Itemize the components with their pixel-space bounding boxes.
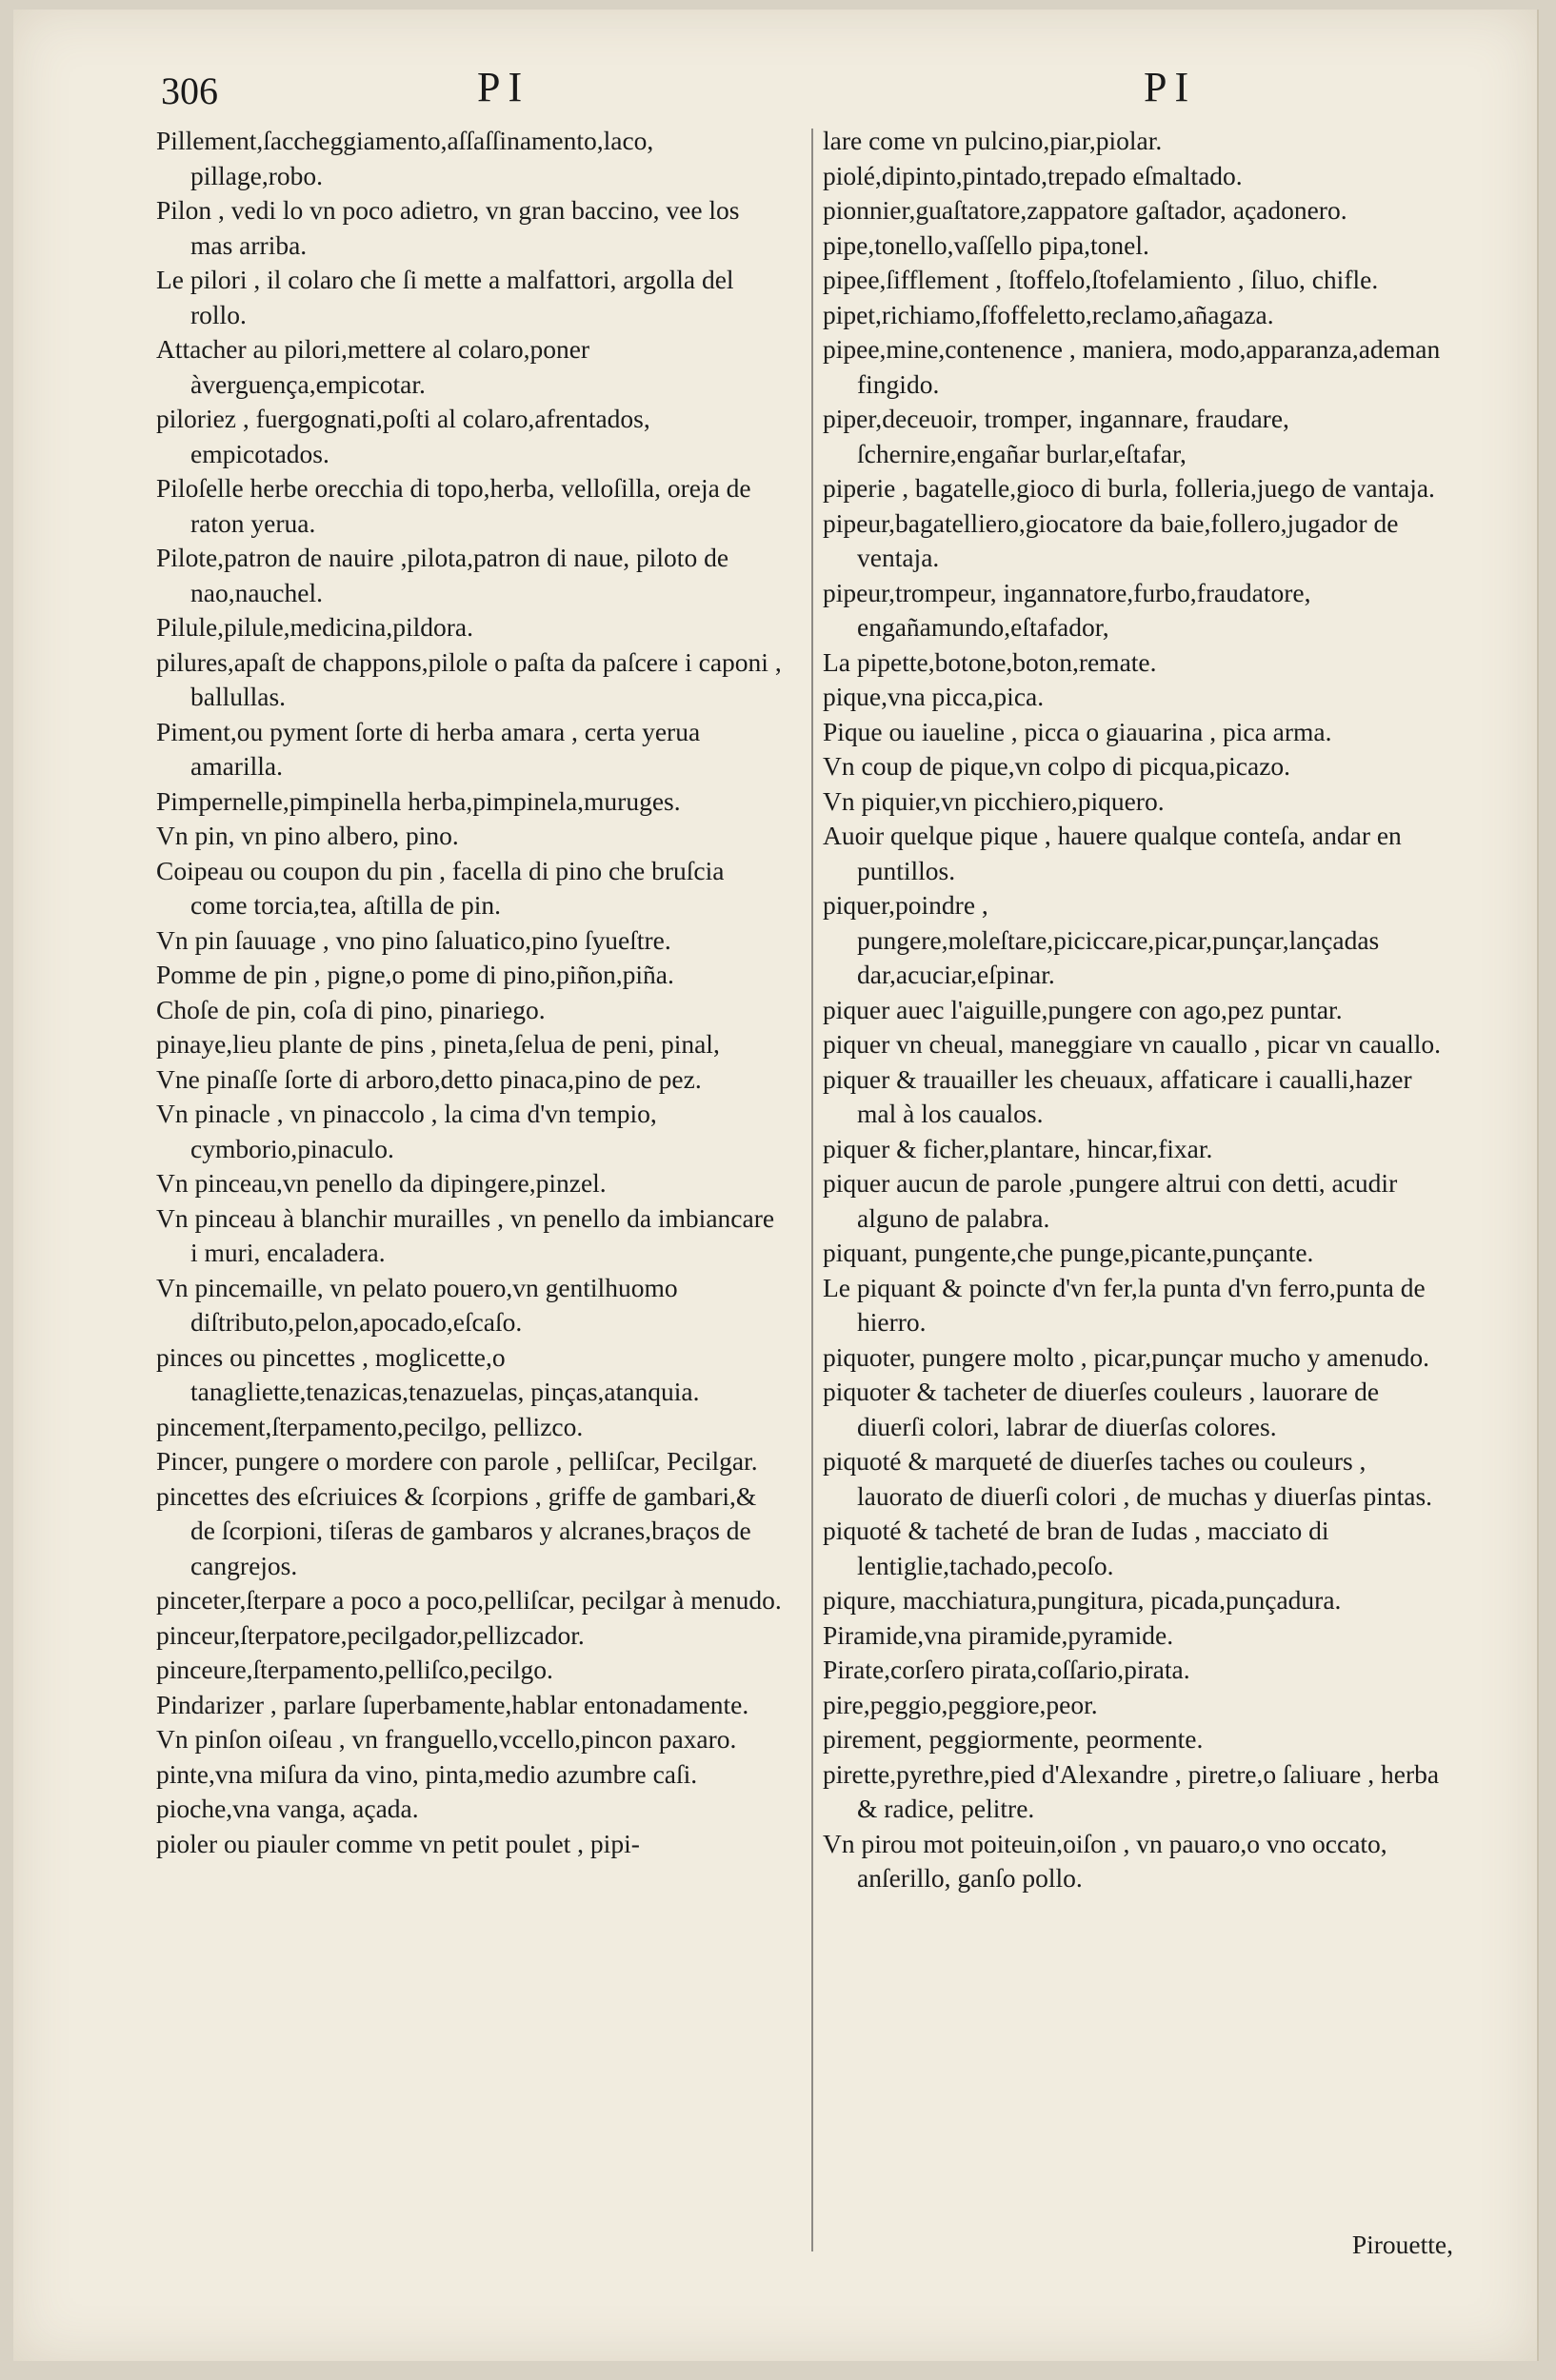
dictionary-page xyxy=(13,10,1539,2361)
dictionary-entry: pincettes des eſcriuices & ſcorpions , griffe de gambari,& de ſcorpioni, tiſeras de gambaros y alcranes,braços de cangrejos. xyxy=(156,1480,757,1580)
dictionary-entry: Attacher au pilori,mettere al colaro,poner àverguença,empicotar. xyxy=(156,334,590,399)
dictionary-entry: pipet,richiamo,ſfoffeletto,reclamo,añagaza. xyxy=(823,299,1274,329)
dictionary-entry: pipeur,bagatelliero,giocatore da baie,follero,jugador de ventaja. xyxy=(823,507,1399,572)
dictionary-entry: pire,peggio,peggiore,peor. xyxy=(823,1689,1098,1719)
dictionary-entry: Pimpernelle,pimpinella herba,pimpinela,muruges. xyxy=(156,785,681,816)
dictionary-entry: Vn pinacle , vn pinaccolo , la cima d'vn tempio, cymborio,pinaculo. xyxy=(156,1099,657,1163)
dictionary-entry: Vn piquier,vn picchiero,piquero. xyxy=(823,785,1165,816)
dictionary-entry: Piloſelle herbe orecchia di topo,herba, velloſilla, oreja de raton yerua. xyxy=(156,473,751,538)
dictionary-entry: pioler ou piauler comme vn petit poulet , pipi- xyxy=(156,1828,640,1858)
dictionary-entry: Vn pinſon oiſeau , vn franguello,vccello,pincon paxaro. xyxy=(156,1724,737,1754)
dictionary-entry: pinceur,ſterpatore,pecilgador,pellizcador. xyxy=(156,1619,585,1650)
dictionary-entry: Vn pin ſauuage , vno pino ſaluatico,pino ſyueſtre. xyxy=(156,924,671,955)
dictionary-entry: Vn coup de pique,vn colpo di picqua,picazo. xyxy=(823,751,1291,781)
dictionary-entry: pirement, peggiormente, peormente. xyxy=(823,1724,1204,1754)
catchword: Pirouette, xyxy=(1351,2230,1453,2259)
dictionary-entry: pinaye,lieu plante de pins , pineta,ſelua de peni, pinal, xyxy=(156,1029,720,1059)
dictionary-entry: piquoté & marqueté de diuerſes taches ou couleurs , lauorato de diuerſi colori , de muchas y diuerſas pintas. xyxy=(823,1446,1433,1511)
dictionary-entry: piquer auec l'aiguille,pungere con ago,pez puntar. xyxy=(823,994,1343,1024)
dictionary-entry: piqure, macchiatura,pungitura, picada,punçadura. xyxy=(823,1585,1342,1615)
dictionary-entry: Le pilori , il colaro che ſi mette a malfattori, argolla del rollo. xyxy=(156,265,734,329)
dictionary-entry: Coipeau ou coupon du pin , facella di pino che bruſcia come torcia,tea, aſtilla de pin. xyxy=(156,855,725,920)
dictionary-entry: pioche,vna vanga, açada. xyxy=(156,1794,419,1823)
dictionary-entry: piquoté & tacheté de bran de Iudas , macciato di lentiglie,tachado,pecoſo. xyxy=(823,1516,1329,1580)
left-column xyxy=(156,124,785,1861)
dictionary-entry: Pincer, pungere o mordere con parole , pelliſcar, Pecilgar. xyxy=(156,1446,758,1476)
dictionary-entry: La pipette,botone,boton,remate. xyxy=(823,646,1157,677)
page-header xyxy=(13,64,1537,116)
dictionary-entry: piloriez , fuergognati,poſti al colaro,afrentados, empicotados. xyxy=(156,404,650,468)
dictionary-entry: pinces ou pincettes , moglicette,o tanagliette,tenazicas,tenazuelas, pinças,atanquia. xyxy=(156,1341,700,1406)
dictionary-entry: piquer,poindre , pungere,moleſtare,piciccare,picar,punçar,lançadas dar,acuciar,eſpinar. xyxy=(823,890,1380,989)
dictionary-entry: pinte,vna miſura da vino, pinta,medio azumbre caſi. xyxy=(156,1758,698,1789)
dictionary-entry: pipee,ſifflement , ſtoffelo,ſtofelamiento , ſiluo, chifle. xyxy=(823,265,1379,294)
dictionary-entry: Le piquant & poincte d'vn fer,la punta d'vn ferro,punta de hierro. xyxy=(823,1272,1426,1337)
dictionary-entry: Choſe de pin, coſa di pino, pinariego. xyxy=(156,994,546,1024)
dictionary-entry: Pillement,ſaccheggiamento,aſſaſſinamento,laco, pillage,robo. xyxy=(156,126,654,190)
running-head-right: PI xyxy=(1144,64,1197,110)
dictionary-entry: piquer & ficher,plantare, hincar,fixar. xyxy=(823,1133,1213,1163)
dictionary-entry: pirette,pyrethre,pied d'Alexandre , piretre,o ſaliuare , herba & radice, pelitre. xyxy=(823,1758,1440,1823)
dictionary-entry: Vn pinceau,vn penello da dipingere,pinzel. xyxy=(156,1168,607,1198)
running-head-left: PI xyxy=(477,64,530,110)
dictionary-entry: Pique ou iaueline , picca o giauarina , pica arma. xyxy=(823,716,1332,746)
column-divider xyxy=(811,129,813,2251)
dictionary-entry: Vn pin, vn pino albero, pino. xyxy=(156,821,459,850)
dictionary-entry: pincement,ſterpamento,pecilgo, pellizco. xyxy=(156,1411,584,1441)
dictionary-entry: Vne pinaſſe ſorte di arboro,detto pinaca,pino de pez. xyxy=(156,1063,702,1094)
dictionary-entry: Pilote,patron de nauire ,pilota,patron di naue, piloto de nao,nauchel. xyxy=(156,543,729,607)
dictionary-entry: pique,vna picca,pica. xyxy=(823,682,1045,711)
dictionary-entry: Pilon , vedi lo vn poco adietro, vn gran baccino, vee los mas arriba. xyxy=(156,195,740,260)
dictionary-entry: piquoter & tacheter de diuerſes couleurs , lauorare de diuerſi colori, labrar de diuerſas colores. xyxy=(823,1377,1380,1441)
dictionary-entry: pipee,mine,contenence , maniera, modo,apparanza,ademan fingido. xyxy=(823,334,1441,399)
dictionary-entry: Pilule,pilule,medicina,pildora. xyxy=(156,612,473,642)
right-column xyxy=(823,124,1451,1896)
dictionary-entry: Vn pirou mot poiteuin,oiſon , vn pauaro,o vno occato, anſerillo, ganſo pollo. xyxy=(823,1828,1387,1893)
dictionary-entry: Piramide,vna piramide,pyramide. xyxy=(823,1619,1174,1650)
dictionary-entry: pipeur,trompeur, ingannatore,furbo,fraudatore, engañamundo,eſtafador, xyxy=(823,577,1311,642)
dictionary-entry: Vn pinceau à blanchir murailles , vn penello da imbiancare i muri, encaladera. xyxy=(156,1202,775,1267)
dictionary-entry: piquoter, pungere molto , picar,punçar mucho y amenudo. xyxy=(823,1341,1429,1372)
dictionary-entry: Auoir quelque pique , hauere qualque conteſa, andar en puntillos. xyxy=(823,821,1402,885)
dictionary-entry: Piment,ou pyment ſorte di herba amara , certa yerua amarilla. xyxy=(156,716,701,781)
dictionary-entry: Pirate,corſero pirata,coſſario,pirata. xyxy=(823,1655,1190,1684)
dictionary-entry: piolé,dipinto,pintado,trepado eſmaltado. xyxy=(823,160,1243,190)
dictionary-entry: pipe,tonello,vaſſello pipa,tonel. xyxy=(823,229,1149,260)
dictionary-entry: pinceure,ſterpamento,pelliſco,pecilgo. xyxy=(156,1655,553,1684)
dictionary-entry: Pomme de pin , pigne,o pome di pino,piñon,piña. xyxy=(156,960,674,989)
dictionary-entry: piper,deceuoir, tromper, ingannare, fraudare, ſchernire,engañar burlar,eſtafar, xyxy=(823,404,1289,468)
dictionary-entry: piquer & trauailler les cheuaux, affaticare i caualli,hazer mal à los caualos. xyxy=(823,1063,1412,1128)
dictionary-entry: pilures,apaſt de chappons,pilole o paſta da paſcere i caponi , ballullas. xyxy=(156,646,782,711)
dictionary-entry: Pindarizer , parlare ſuperbamente,hablar entonadamente. xyxy=(156,1689,749,1719)
dictionary-entry: lare come vn pulcino,piar,piolar. xyxy=(823,126,1163,155)
dictionary-entry: piperie , bagatelle,gioco di burla, folleria,juego de vantaja. xyxy=(823,473,1435,503)
dictionary-entry: pinceter,ſterpare a poco a poco,pelliſcar, pecilgar à menudo. xyxy=(156,1585,782,1615)
dictionary-entry: Vn pincemaille, vn pelato pouero,vn gentilhuomo diſtributo,pelon,apocado,eſcaſo. xyxy=(156,1272,678,1337)
dictionary-entry: piquant, pungente,che punge,picante,punçante. xyxy=(823,1238,1314,1267)
dictionary-entry: pionnier,guaſtatore,zappatore gaſtador, açadonero. xyxy=(823,195,1347,225)
page-number: 306 xyxy=(161,69,218,112)
dictionary-entry: piquer vn cheual, maneggiare vn cauallo , picar vn cauallo. xyxy=(823,1029,1442,1059)
dictionary-entry: piquer aucun de parole ,pungere altrui con detti, acudir alguno de palabra. xyxy=(823,1168,1398,1233)
